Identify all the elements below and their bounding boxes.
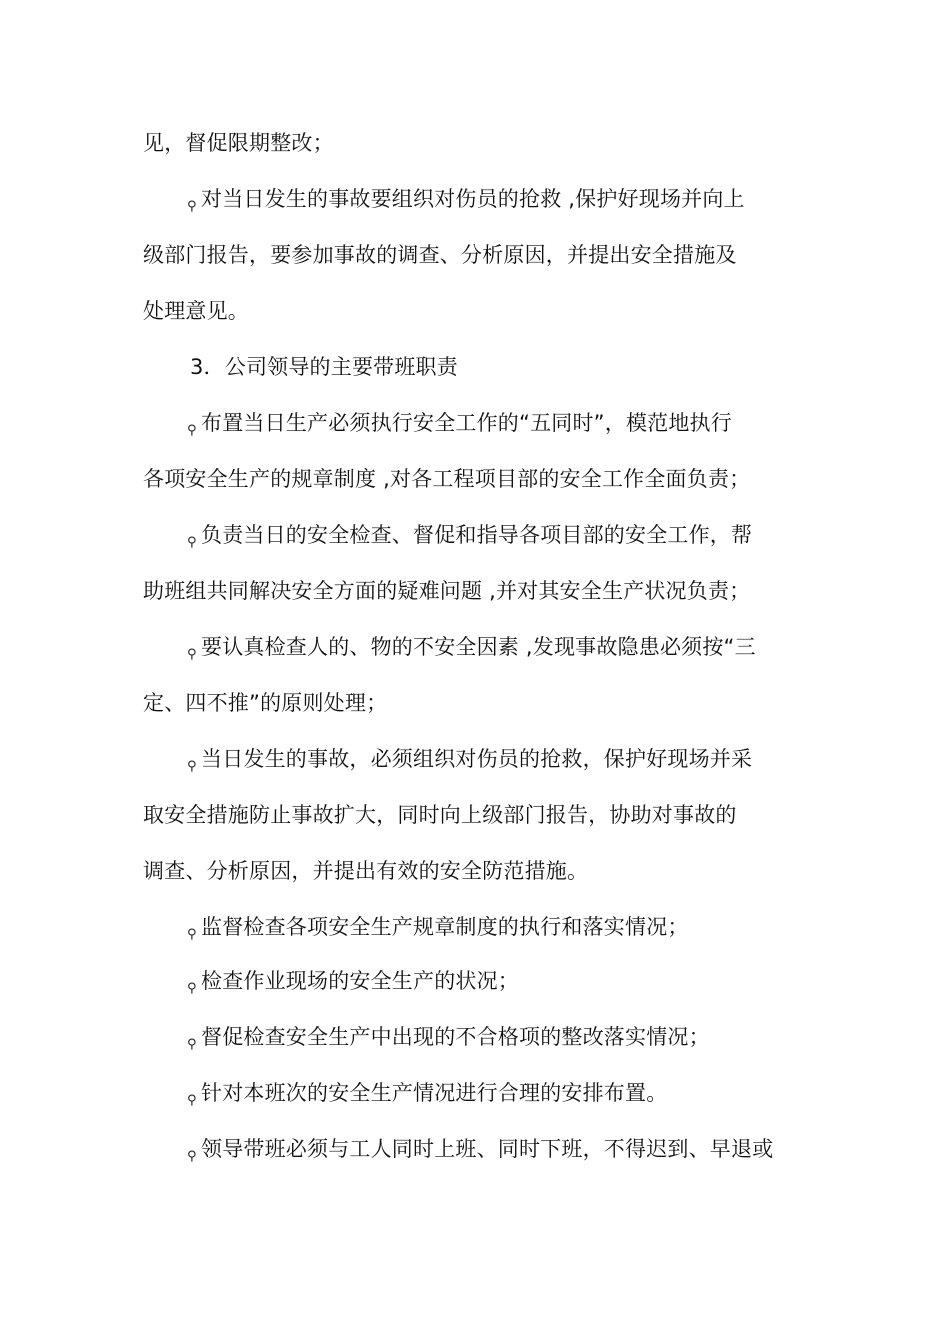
- paragraph-line: [143, 296, 823, 326]
- heading-text: 3．公司领导的主要带班职责: [190, 355, 458, 379]
- bullet-marker-icon: ⚲: [187, 647, 197, 662]
- line-text: 针对本班次的安全生产情况进行合理的安排布置。: [201, 1081, 668, 1105]
- bullet-marker-icon: ⚲: [187, 981, 197, 996]
- paragraph-line: [187, 966, 867, 1004]
- paragraph-line: [143, 800, 823, 830]
- line-text: 级部门报告，要参加事故的调查、分析原因，并提出安全措施及: [143, 243, 737, 267]
- paragraph-line: [187, 632, 867, 670]
- paragraph-line: [143, 856, 823, 886]
- line-text: 对当日发生的事故要组织对伤员的抢救 ,保护好现场并向上: [201, 187, 745, 211]
- bullet-marker-icon: ⚲: [187, 423, 197, 438]
- paragraph-line: [187, 408, 867, 446]
- paragraph-line: [143, 128, 823, 158]
- line-text: 各项安全生产的规章制度 ,对各工程项目部的安全工作全面负责；: [143, 467, 751, 491]
- bullet-marker-icon: ⚲: [187, 1093, 197, 1108]
- line-text: 见，督促限期整改；: [143, 131, 334, 155]
- bullet-marker-icon: ⚲: [187, 1149, 197, 1164]
- line-text: 处理意见。: [143, 299, 249, 323]
- bullet-marker-icon: ⚲: [187, 535, 197, 550]
- bullet-marker-icon: ⚲: [187, 1037, 197, 1052]
- paragraph-line: [187, 912, 867, 950]
- line-text: 督促检查安全生产中出现的不合格项的整改落实情况；: [201, 1025, 710, 1049]
- line-text: 当日发生的事故，必须组织对伤员的抢救，保护好现场并采: [201, 747, 753, 771]
- line-text: 取安全措施防止事故扩大，同时向上级部门报告，协助对事故的: [143, 803, 737, 827]
- paragraph-line: [143, 240, 823, 270]
- paragraph-line: [187, 184, 867, 222]
- paragraph-line: [187, 1078, 867, 1116]
- bullet-marker-icon: ⚲: [187, 759, 197, 774]
- line-text: 布置当日生产必须执行安全工作的“五同时”，模范地执行: [201, 411, 732, 435]
- paragraph-line: [143, 464, 823, 494]
- bullet-marker-icon: ⚲: [187, 927, 197, 942]
- paragraph-line: [143, 688, 823, 718]
- line-text: 助班组共同解决安全方面的疑难问题 ,并对其安全生产状况负责；: [143, 579, 751, 603]
- bullet-marker-icon: ⚲: [187, 199, 197, 214]
- section-heading: [190, 352, 870, 382]
- line-text: 负责当日的安全检查、督促和指导各项目部的安全工作，帮: [201, 523, 753, 547]
- paragraph-line: [143, 576, 823, 606]
- paragraph-line: [187, 744, 867, 782]
- line-text: 定、四不推”的原则处理；: [143, 691, 388, 715]
- line-text: 调查、分析原因，并提出有效的安全防范措施。: [143, 859, 589, 883]
- line-text: 领导带班必须与工人同时上班、同时下班，不得迟到、早退或: [201, 1137, 774, 1161]
- line-text: 检查作业现场的安全生产的状况；: [201, 969, 519, 993]
- paragraph-line: [187, 1022, 867, 1060]
- paragraph-line: [187, 1134, 867, 1172]
- paragraph-line: [187, 520, 867, 558]
- line-text: 要认真检查人的、物的不安全因素 ,发现事故隐患必须按“三: [201, 635, 756, 659]
- line-text: 监督检查各项安全生产规章制度的执行和落实情况；: [201, 915, 689, 939]
